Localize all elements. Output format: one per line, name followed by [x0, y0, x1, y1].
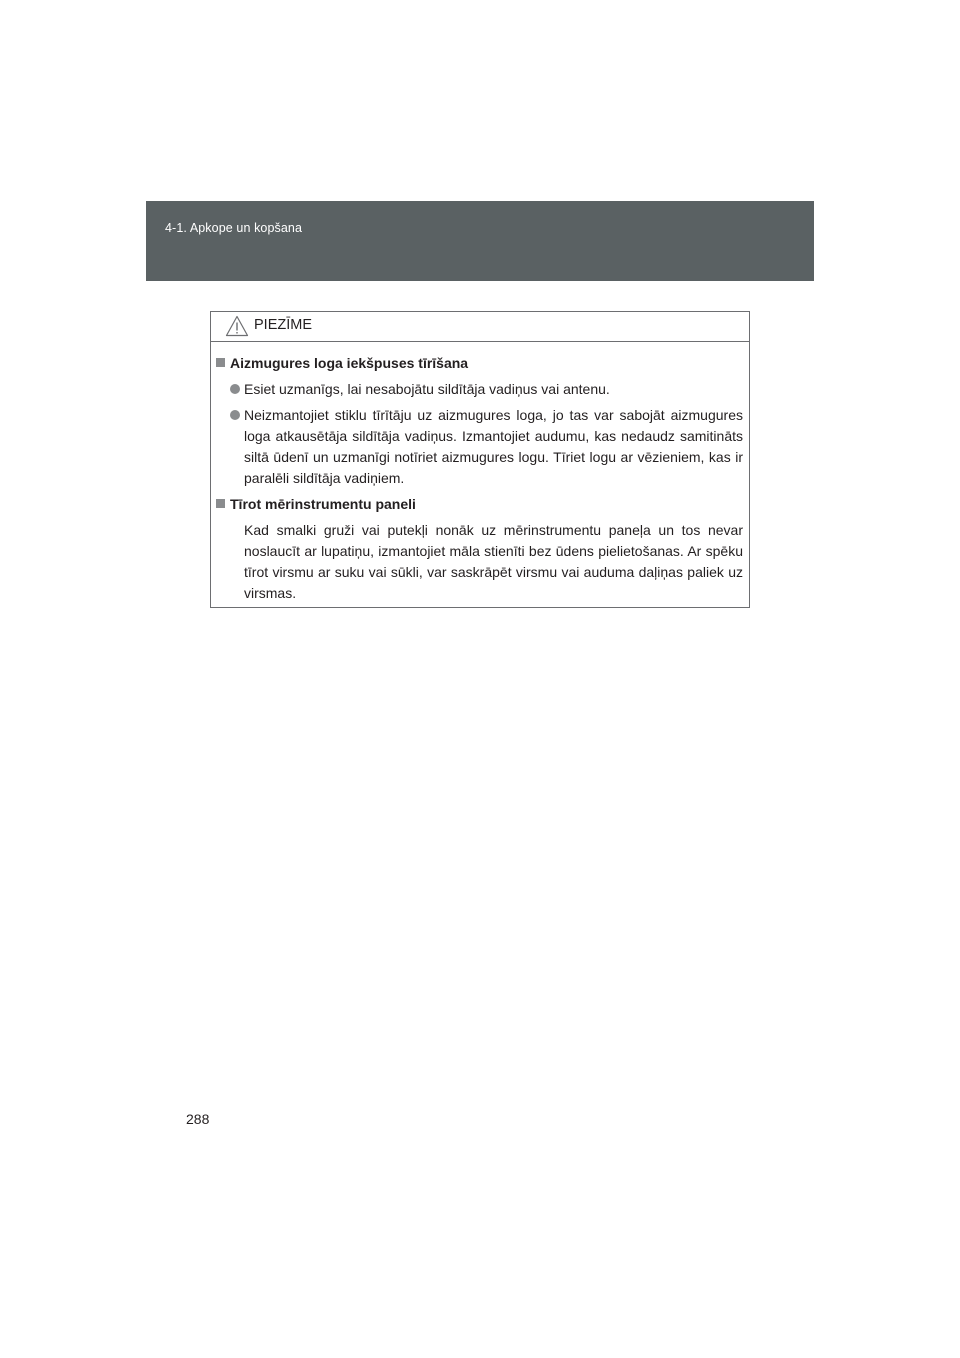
bullet-item	[230, 379, 743, 400]
warning-triangle-icon	[225, 315, 249, 337]
notice-body	[211, 342, 749, 604]
bullet-text: Neizmantojiet stiklu tīrītāju uz aizmugures loga, jo tas var sabojāt aizmugures loga atkausētāja sildītāja vadiņus. Izmantojiet audumu, kas nedaudz samitināts siltā ūdenī un uzmanīgi notīriet aizmugures logu. Tīriet logu ar vēzieniem, kas ir paralēli sildītāja vadiņiem.	[244, 407, 743, 486]
circle-bullet-icon	[230, 410, 240, 420]
bullet-item	[230, 405, 743, 489]
section-paragraph: Kad smalki gruži vai putekļi nonāk uz mērinstrumentu paneļa un tos nevar noslaucīt ar lupatiņu, izmantojiet māla stienīti bez ūdens pielietošanas. Ar spēku tīrot virsmu ar suku vai sūkli, var saskrāpēt virsmu vai auduma daļiņas paliek uz virsmas.	[244, 522, 743, 601]
square-bullet-icon	[216, 499, 225, 508]
section-heading	[216, 353, 743, 374]
notice-box	[210, 311, 750, 608]
notice-header	[211, 312, 749, 342]
circle-bullet-icon	[230, 384, 240, 394]
notice-title: PIEZĪME	[254, 317, 313, 333]
section-title: 4-1. Apkope un kopšana	[165, 221, 303, 235]
square-bullet-icon	[216, 358, 225, 367]
page-number: 288	[186, 1111, 210, 1127]
section-heading-text: Aizmugures loga iekšpuses tīrīšana	[230, 355, 469, 371]
section-header-bar	[146, 201, 814, 281]
section-heading-text: Tīrot mērinstrumentu paneli	[230, 496, 416, 512]
section-heading	[216, 494, 743, 515]
bullet-text: Esiet uzmanīgs, lai nesabojātu sildītāja vadiņus vai antenu.	[244, 381, 610, 397]
